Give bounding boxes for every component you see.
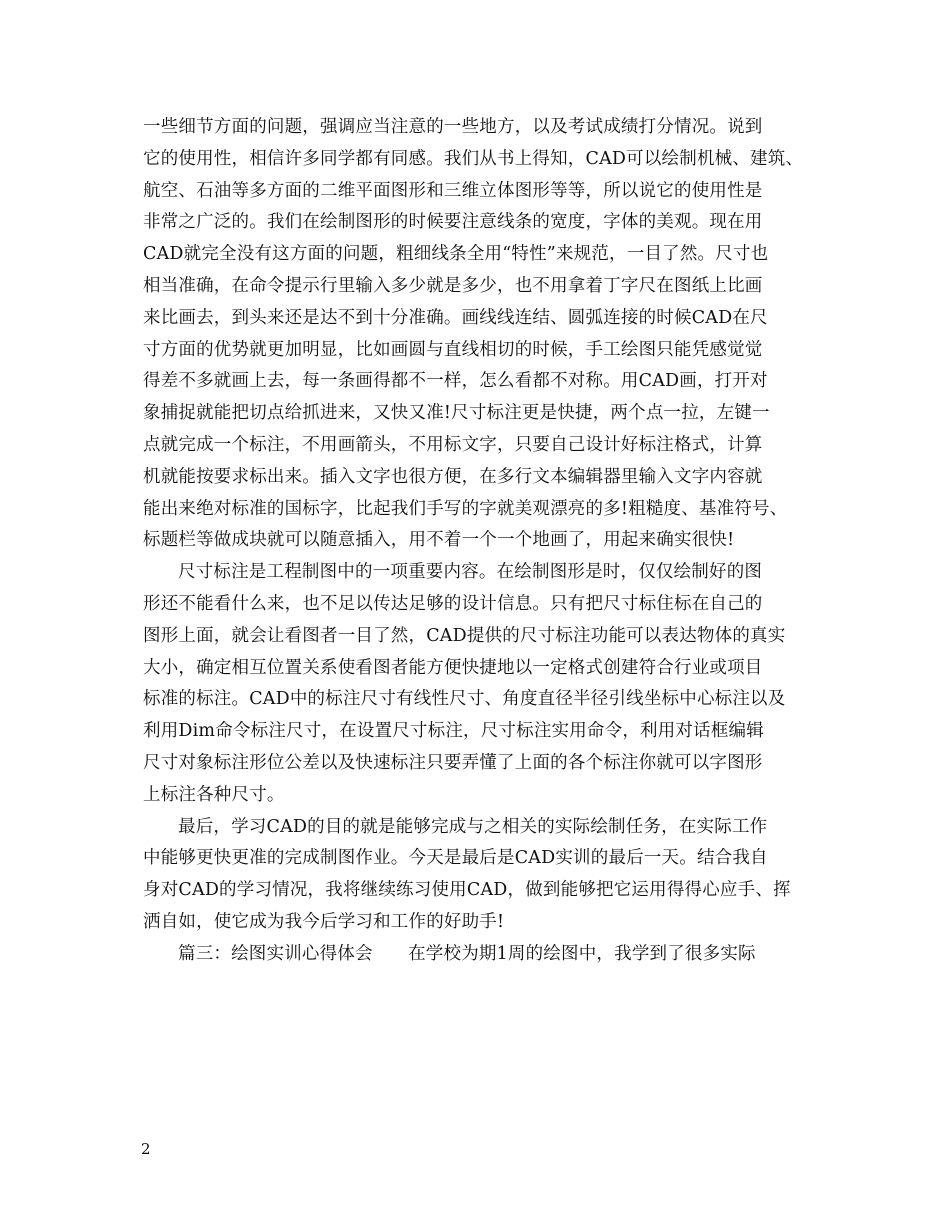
text-line: 标题栏等做成块就可以随意插入，用不着一个一个地画了，用起来确实很快! xyxy=(143,530,735,551)
page-number: 2 xyxy=(141,1140,151,1158)
text-line: CAD就完全没有这方面的问题，粗细线条全用“特性”来规范，一目了然。尺寸也 xyxy=(143,244,769,265)
text-line: 点就完成一个标注，不用画箭头，不用标文字，只要自己设计好标注格式，计算 xyxy=(143,434,763,455)
text-line: 来比画去，到头来还是达不到十分准确。画线线连结、圆弧连接的时候CAD在尺 xyxy=(143,307,768,328)
text-line: 一些细节方面的问题，强调应当注意的一些地方，以及考试成绩打分情况。说到 xyxy=(143,117,763,137)
text-line: 形还不能看什么来，也不足以传达足够的设计信息。只有把尺寸标住标在自己的 xyxy=(143,593,763,614)
text-line: 图形上面，就会让看图者一目了然，CAD提供的尺寸标注功能可以表达物体的真实 xyxy=(143,625,786,646)
text-line: 尺寸标注是工程制图中的一项重要内容。在绘制图形是时，仅仅绘制好的图 xyxy=(178,562,763,583)
text-line: 中能够更快更准的完成制图作业。今天是最后是CAD实训的最后一天。结合我自 xyxy=(143,848,768,869)
text-line: 洒自如，使它成为我今后学习和工作的好助手! xyxy=(143,911,505,932)
text-line: 大小，确定相互位置关系使看图者能方便快捷地以一定格式创建符合行业或项目 xyxy=(143,657,763,678)
text-line: 航空、石油等多方面的二维平面图形和三维立体图形等等，所以说它的使用性是 xyxy=(143,180,763,201)
text-line: 篇三：绘图实训心得体会 在学校为期1周的绘图中，我学到了很多实际 xyxy=(178,943,756,964)
text-line: 上标注各种尺寸。 xyxy=(143,784,285,805)
text-line: 尺寸对象标注形位公差以及快速标注只要弄懂了上面的各个标注你就可以字图形 xyxy=(143,752,763,773)
text-line: 机就能按要求标出来。插入文字也很方便，在多行文本编辑器里输入文字内容就 xyxy=(143,466,763,487)
text-line: 得差不多就画上去，每一条画得都不一样，怎么看都不对称。用CAD画，打开对 xyxy=(143,371,768,392)
text-line: 最后，学习CAD的目的就是能够完成与之相关的实际绘制任务，在实际工作 xyxy=(178,816,768,837)
text-line: 象捕捉就能把切点给抓进来，又快又准!尺寸标注更是快捷，两个点一拉，左键一 xyxy=(143,403,770,424)
text-line: 利用Dim命令标注尺寸，在设置尺寸标注，尺寸标注实用命令，利用对话框编辑 xyxy=(143,721,764,742)
text-line: 寸方面的优势就更加明显，比如画圆与直线相切的时候，手工绘图只能凭感觉觉 xyxy=(143,339,763,360)
text-line: 能出来绝对标准的国标字，比起我们手写的字就美观漂亮的多!粗糙度、基准符号、 xyxy=(143,498,788,519)
document-body xyxy=(143,112,813,971)
text-line: 相当准确，在命令提示行里输入多少就是多少，也不用拿着丁字尺在图纸上比画 xyxy=(143,275,763,296)
text-line: 身对CAD的学习情况，我将继续练习使用CAD，做到能够把它运用得得心应手、挥 xyxy=(143,880,791,901)
text-line: 它的使用性，相信许多同学都有同感。我们从书上得知，CAD可以绘制机械、建筑、 xyxy=(143,148,804,169)
text-line: 非常之广泛的。我们在绘制图形的时候要注意线条的宽度，字体的美观。现在用 xyxy=(143,212,763,233)
text-line: 标准的标注。CAD中的标注尺寸有线性尺寸、角度直径半径引线坐标中心标注以及 xyxy=(143,689,786,710)
